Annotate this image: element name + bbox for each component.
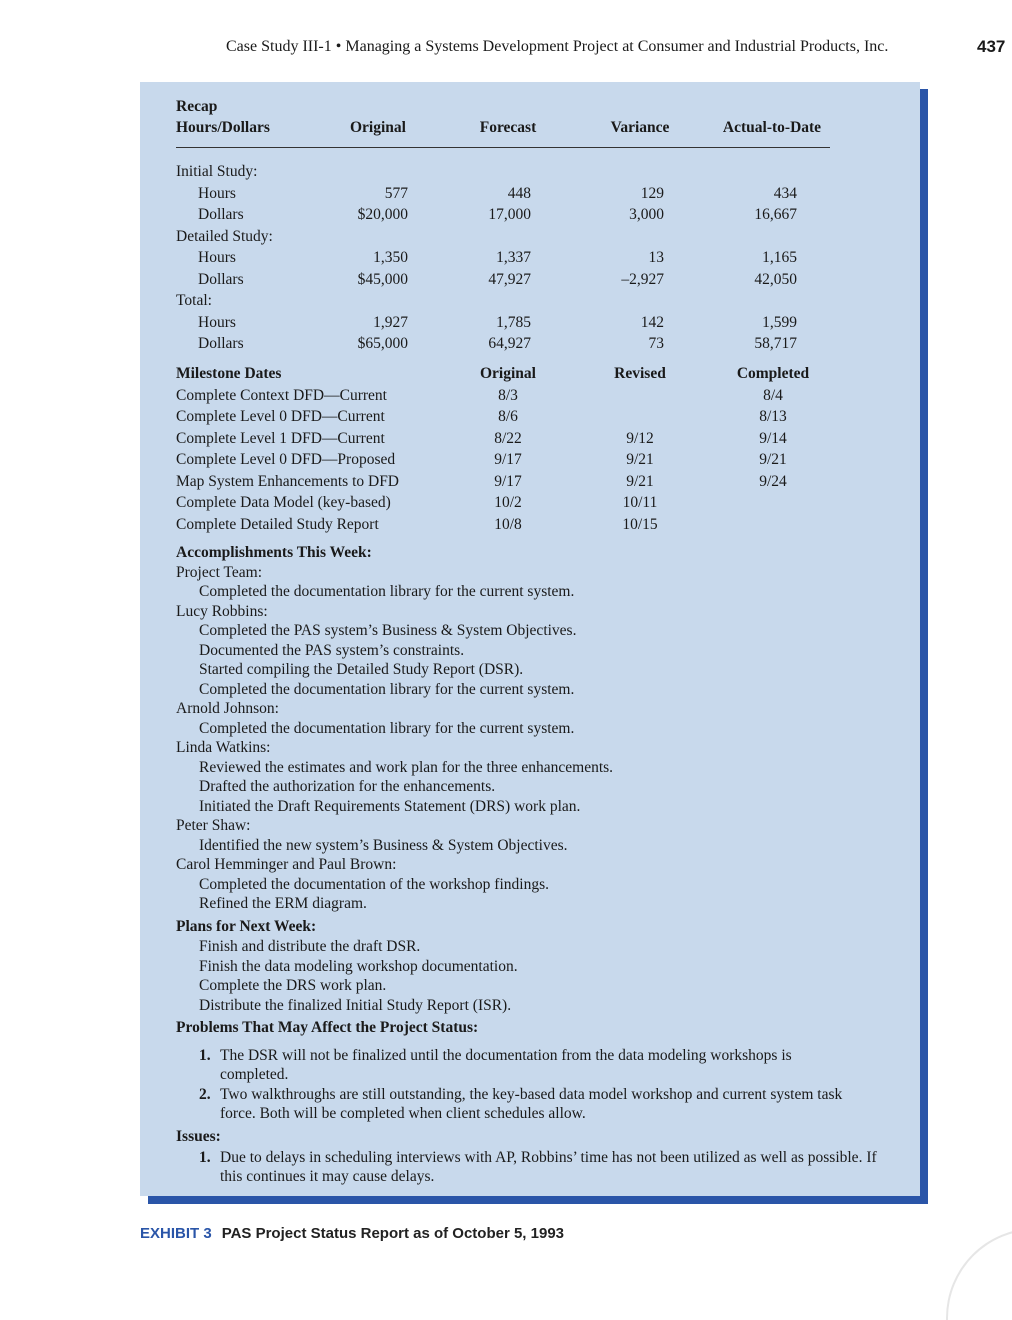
accomplishment-item: Drafted the authorization for the enhancements. — [199, 778, 496, 795]
recap-cell: 64,927 — [488, 335, 531, 352]
problem-text: Two walkthroughs are still outstanding, the key-based data model workshop and current system task force. Both will be completed when client schedules allow. — [220, 1086, 843, 1122]
accomplishment-item: Reviewed the estimates and work plan for the three enhancements. — [199, 758, 614, 776]
exhibit-caption — [140, 1225, 564, 1242]
recap-cell: 448 — [507, 184, 531, 202]
recap-column-header: Variance — [610, 119, 670, 136]
recap-row-label: Dollars — [198, 335, 244, 352]
recap-cell: 16,667 — [754, 206, 797, 223]
accomplishment-item: Completed the documentation of the workshop findings. — [199, 875, 549, 893]
recap-cell: 73 — [648, 335, 664, 352]
milestone-revised: 9/21 — [626, 472, 654, 490]
milestone-revised: 9/12 — [626, 429, 654, 447]
accomplishment-item: Started compiling the Detailed Study Report (DSR). — [199, 661, 524, 678]
milestone-original: 10/2 — [494, 494, 522, 511]
milestone-original: 8/3 — [498, 386, 518, 404]
accomplishments-heading: Accomplishments This Week: — [176, 544, 372, 561]
accomplishment-item: Completed the documentation library for the current system. — [199, 583, 575, 600]
issues-heading: Issues: — [176, 1128, 221, 1145]
plan-item: Distribute the finalized Initial Study Report (ISR). — [199, 996, 512, 1014]
recap-column-header: Actual-to-Date — [722, 119, 822, 136]
milestone-task: Map System Enhancements to DFD — [176, 472, 400, 490]
accomplishment-item: Identified the new system’s Business & System Objectives. — [199, 836, 568, 854]
issue-number: 1. — [199, 1149, 211, 1166]
accomplishment-item: Initiated the Draft Requirements Statement (DRS) work plan. — [199, 797, 581, 815]
milestone-original: 8/22 — [494, 429, 522, 447]
problem-text: The DSR will not be finalized until the documentation from the data modeling workshops is completed. — [220, 1047, 792, 1083]
milestone-original: 10/8 — [494, 515, 522, 533]
milestone-completed: 9/14 — [759, 429, 787, 447]
recap-row-label: Initial Study: — [176, 163, 258, 180]
recap-cell: $20,000 — [357, 206, 408, 223]
recap-row-label: Detailed Study: — [176, 227, 273, 245]
milestone-task: Complete Detailed Study Report — [176, 515, 379, 533]
milestones-column-header: Revised — [614, 365, 666, 382]
recap-row-label: Dollars — [198, 270, 244, 288]
recap-cell: 47,927 — [488, 270, 531, 288]
page-curl-decoration — [946, 1228, 1012, 1320]
milestones-column-header: Completed — [736, 365, 810, 382]
recap-cell: 1,350 — [373, 249, 408, 266]
recap-cell: 129 — [640, 184, 664, 202]
accomplishment-person: Peter Shaw: — [176, 817, 251, 834]
accomplishment-item: Refined the ERM diagram. — [199, 895, 367, 912]
accomplishment-person: Lucy Robbins: — [176, 602, 268, 620]
recap-row-label: Hours — [198, 313, 236, 331]
recap-cell: 1,785 — [496, 313, 531, 331]
recap-column-header: Forecast — [479, 119, 537, 136]
recap-cell: –2,927 — [621, 270, 664, 288]
recap-cell: 17,000 — [488, 206, 531, 223]
milestone-revised: 10/11 — [622, 494, 658, 511]
recap-row-label: Hours — [198, 184, 236, 202]
milestone-revised: 10/15 — [622, 515, 658, 533]
recap-header-rule — [176, 147, 830, 148]
page-number: 437 — [977, 37, 1006, 56]
recap-cell: $65,000 — [357, 335, 408, 352]
recap-cell: 1,337 — [496, 249, 531, 266]
milestone-completed: 8/13 — [759, 408, 787, 425]
plan-item: Finish and distribute the draft DSR. — [199, 938, 421, 955]
problems-heading: Problems That May Affect the Project Status: — [176, 1019, 479, 1036]
milestone-task: Complete Level 0 DFD—Proposed — [176, 451, 396, 468]
recap-row-label: Total: — [176, 292, 212, 309]
running-title: Case Study III-1 • Managing a Systems Development Project at Consumer and Industrial Products, Inc. — [226, 38, 889, 55]
recap-row-label: Hours — [198, 249, 236, 266]
milestones-heading: Milestone Dates — [176, 365, 282, 382]
milestone-revised: 9/21 — [626, 451, 654, 468]
accomplishment-item: Completed the documentation library for the current system. — [199, 719, 575, 737]
recap-column-header: Original — [350, 119, 406, 136]
recap-cell: 434 — [773, 184, 797, 202]
milestone-task: Complete Level 0 DFD—Current — [176, 408, 385, 425]
milestone-original: 8/6 — [498, 408, 518, 425]
plan-item: Complete the DRS work plan. — [199, 977, 387, 994]
exhibit-title: PAS Project Status Report as of October 5, 1993 — [221, 1225, 565, 1242]
milestones-column-header: Original — [480, 365, 536, 382]
recap-cell: $45,000 — [357, 270, 408, 288]
recap-cell: 13 — [648, 249, 664, 266]
accomplishment-item: Completed the documentation library for the current system. — [199, 680, 575, 698]
recap-cell: 42,050 — [754, 270, 797, 288]
accomplishment-person: Arnold Johnson: — [176, 700, 279, 717]
recap-cell: 3,000 — [629, 206, 664, 223]
plan-item: Finish the data modeling workshop documentation. — [199, 957, 518, 975]
milestone-original: 9/17 — [494, 451, 522, 468]
recap-heading-line1: Recap — [176, 98, 218, 115]
milestone-task: Complete Level 1 DFD—Current — [176, 429, 385, 447]
plans-heading: Plans for Next Week: — [176, 918, 317, 935]
recap-cell: 142 — [640, 313, 664, 331]
milestone-completed: 9/21 — [759, 451, 787, 468]
milestone-completed: 8/4 — [763, 386, 783, 404]
milestone-task: Complete Context DFD—Current — [176, 386, 387, 404]
recap-cell: 1,927 — [373, 313, 408, 331]
milestone-completed: 9/24 — [759, 472, 787, 490]
accomplishment-person: Carol Hemminger and Paul Brown: — [176, 856, 397, 873]
issue-text: Due to delays in scheduling interviews with AP, Robbins’ time has not been utilized as well as possible. If this continues it may cause delays. — [220, 1149, 877, 1185]
recap-cell: 1,599 — [762, 313, 797, 331]
accomplishment-person: Project Team: — [176, 563, 263, 581]
accomplishment-person: Linda Watkins: — [176, 739, 271, 756]
recap-heading-line2: Hours/Dollars — [176, 119, 270, 136]
accomplishment-item: Completed the PAS system’s Business & System Objectives. — [199, 622, 577, 639]
recap-cell: 1,165 — [762, 249, 797, 266]
problem-number: 1. — [199, 1047, 211, 1064]
problem-number: 2. — [199, 1086, 211, 1103]
milestone-original: 9/17 — [494, 472, 522, 490]
exhibit-label: EXHIBIT 3 — [140, 1225, 212, 1242]
page-header — [0, 38, 1012, 62]
recap-cell: 58,717 — [754, 335, 797, 352]
milestone-task: Complete Data Model (key-based) — [176, 494, 391, 511]
accomplishment-item: Documented the PAS system’s constraints. — [199, 641, 465, 659]
recap-cell: 577 — [384, 184, 408, 202]
recap-row-label: Dollars — [198, 206, 244, 223]
